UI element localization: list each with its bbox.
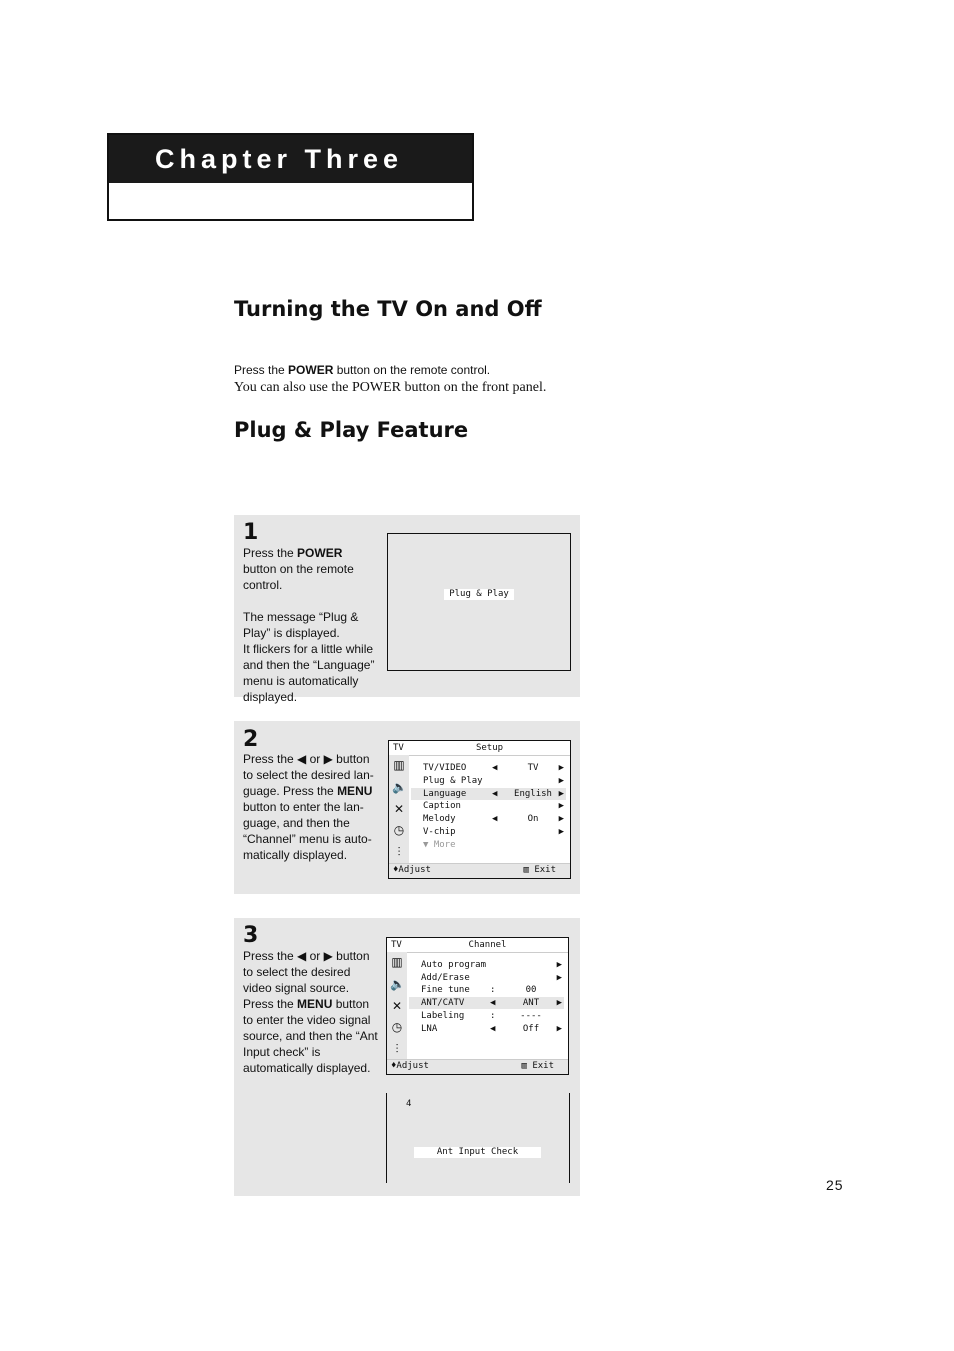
adjust-hint: ♦Adjust	[393, 865, 431, 875]
clock-icon: ◷	[393, 823, 405, 837]
step-text: Press the ◀ or ▶ button to select the desired video signal source. Press the MENU button to enter the video signal source, and then the “Ant Input check” is automatically displayed.	[243, 949, 378, 1075]
picture-icon: ▥	[393, 758, 405, 772]
channel-menu	[386, 937, 569, 1075]
menu-sidebar	[389, 755, 409, 864]
right-arrow: ▶	[558, 763, 564, 773]
menu-sidebar	[387, 952, 407, 1060]
menu-footer	[389, 863, 570, 878]
menu-item-name: TV/VIDEO	[423, 763, 467, 773]
menu-item-value: TV	[527, 763, 539, 773]
section-title-power: Turning the TV On and Off	[234, 297, 542, 321]
left-arrow: ◀	[490, 998, 496, 1009]
antenna-icon: ✕	[393, 802, 405, 816]
chapter-header	[107, 133, 474, 221]
menu-item-name: Plug & Play	[423, 775, 483, 786]
tv-screen	[387, 533, 571, 671]
left-arrow: :	[490, 1010, 496, 1021]
step-text: Press the POWER button on the remote control. The message “Plug & Play” is displayed. It flickers for a little while and then the “Language” menu is automatically displayed.	[243, 546, 375, 704]
menu-header	[389, 741, 570, 756]
right-arrow: ▶	[558, 827, 564, 837]
menu-item-name: Caption	[423, 801, 461, 812]
setup-icon: ⫶	[395, 1042, 399, 1056]
sound-icon: 🔈	[390, 977, 405, 991]
picture-icon: ▥	[391, 955, 403, 969]
setup-menu	[388, 740, 571, 879]
chapter-title: Chapter Three	[109, 135, 472, 183]
menu-header	[387, 938, 568, 953]
menu-item-name: V-chip	[423, 827, 456, 837]
right-arrow: ▶	[558, 775, 564, 786]
step-2-panel	[234, 721, 580, 894]
right-arrow: ▶	[556, 972, 562, 983]
exit-hint: ▥ Exit	[521, 1061, 554, 1071]
menu-item-name: Labeling	[421, 1010, 465, 1021]
channel-number: 4	[406, 1099, 412, 1109]
menu-item-name: Add/Erase	[421, 972, 470, 983]
left-arrow: ◀	[492, 763, 498, 773]
right-arrow: ▶	[558, 814, 564, 825]
right-arrow: ▶	[556, 998, 562, 1009]
left-arrow: ◀	[492, 814, 498, 825]
exit-hint: ▥ Exit	[523, 865, 556, 875]
step-text: Press the ◀ or ▶ button to select the desired lan-guage. Press the MENU button to enter the lan-guage, and then the “Channel” menu is auto-matically displayed.	[243, 752, 374, 862]
menu-row[interactable]	[411, 762, 566, 774]
menu-item-value: ----	[520, 1010, 542, 1021]
step-1-panel	[234, 515, 580, 704]
menu-row[interactable]	[411, 788, 566, 800]
menu-item-value: On	[527, 814, 539, 825]
section-title-plug-play: Plug & Play Feature	[234, 418, 469, 442]
menu-title: Channel	[468, 940, 507, 950]
menu-row[interactable]	[409, 959, 564, 971]
sound-icon: 🔈	[392, 780, 407, 794]
menu-row[interactable]	[409, 984, 564, 996]
menu-title: Setup	[475, 743, 504, 753]
antenna-icon: ✕	[391, 999, 403, 1013]
ant-input-check-message: Ant Input Check	[414, 1147, 541, 1158]
left-arrow: ◀	[492, 788, 498, 799]
plug-play-message: Plug & Play	[444, 589, 514, 600]
menu-row[interactable]	[411, 775, 566, 787]
step-number: 2	[243, 727, 259, 752]
menu-row[interactable]	[409, 997, 564, 1009]
tv-label: TV	[391, 940, 402, 950]
page-number: 25	[826, 1177, 844, 1193]
setup-icon: ⫶	[397, 845, 401, 859]
left-arrow: ◀	[490, 1023, 496, 1034]
menu-item-value: English	[514, 788, 552, 799]
right-arrow: ▶	[556, 960, 562, 970]
menu-item-value: ANT	[522, 998, 540, 1009]
menu-item-name: Melody	[423, 814, 456, 825]
clock-icon: ◷	[391, 1020, 403, 1034]
menu-row[interactable]	[411, 826, 566, 838]
menu-item-name: Language	[423, 788, 467, 799]
tv-label: TV	[393, 743, 404, 753]
front-panel-note: You can also use the POWER button on the front panel.	[234, 380, 547, 395]
menu-item-name: ▼ More	[423, 839, 456, 850]
menu-item-name: LNA	[421, 1023, 438, 1034]
menu-item-name: ANT/CATV	[421, 998, 465, 1009]
menu-footer	[387, 1059, 568, 1074]
menu-row[interactable]	[411, 813, 566, 825]
menu-row[interactable]	[411, 800, 566, 812]
menu-row[interactable]	[409, 1010, 564, 1022]
ant-input-screen	[386, 1093, 570, 1183]
menu-item-name: Fine tune	[421, 985, 470, 996]
menu-item-value: 00	[525, 985, 537, 996]
power-instruction: Press the POWER button on the remote control.	[234, 363, 491, 377]
menu-row[interactable]	[409, 1023, 564, 1035]
right-arrow: ▶	[558, 788, 564, 799]
menu-item-value: Off	[522, 1023, 540, 1034]
step-number: 1	[243, 520, 259, 545]
menu-row[interactable]	[411, 839, 566, 851]
adjust-hint: ♦Adjust	[391, 1061, 429, 1071]
left-arrow: :	[490, 985, 496, 996]
menu-item-name: Auto program	[421, 960, 487, 970]
right-arrow: ▶	[556, 1023, 562, 1034]
menu-row[interactable]	[409, 972, 564, 984]
step-number: 3	[243, 923, 259, 948]
right-arrow: ▶	[558, 801, 564, 812]
